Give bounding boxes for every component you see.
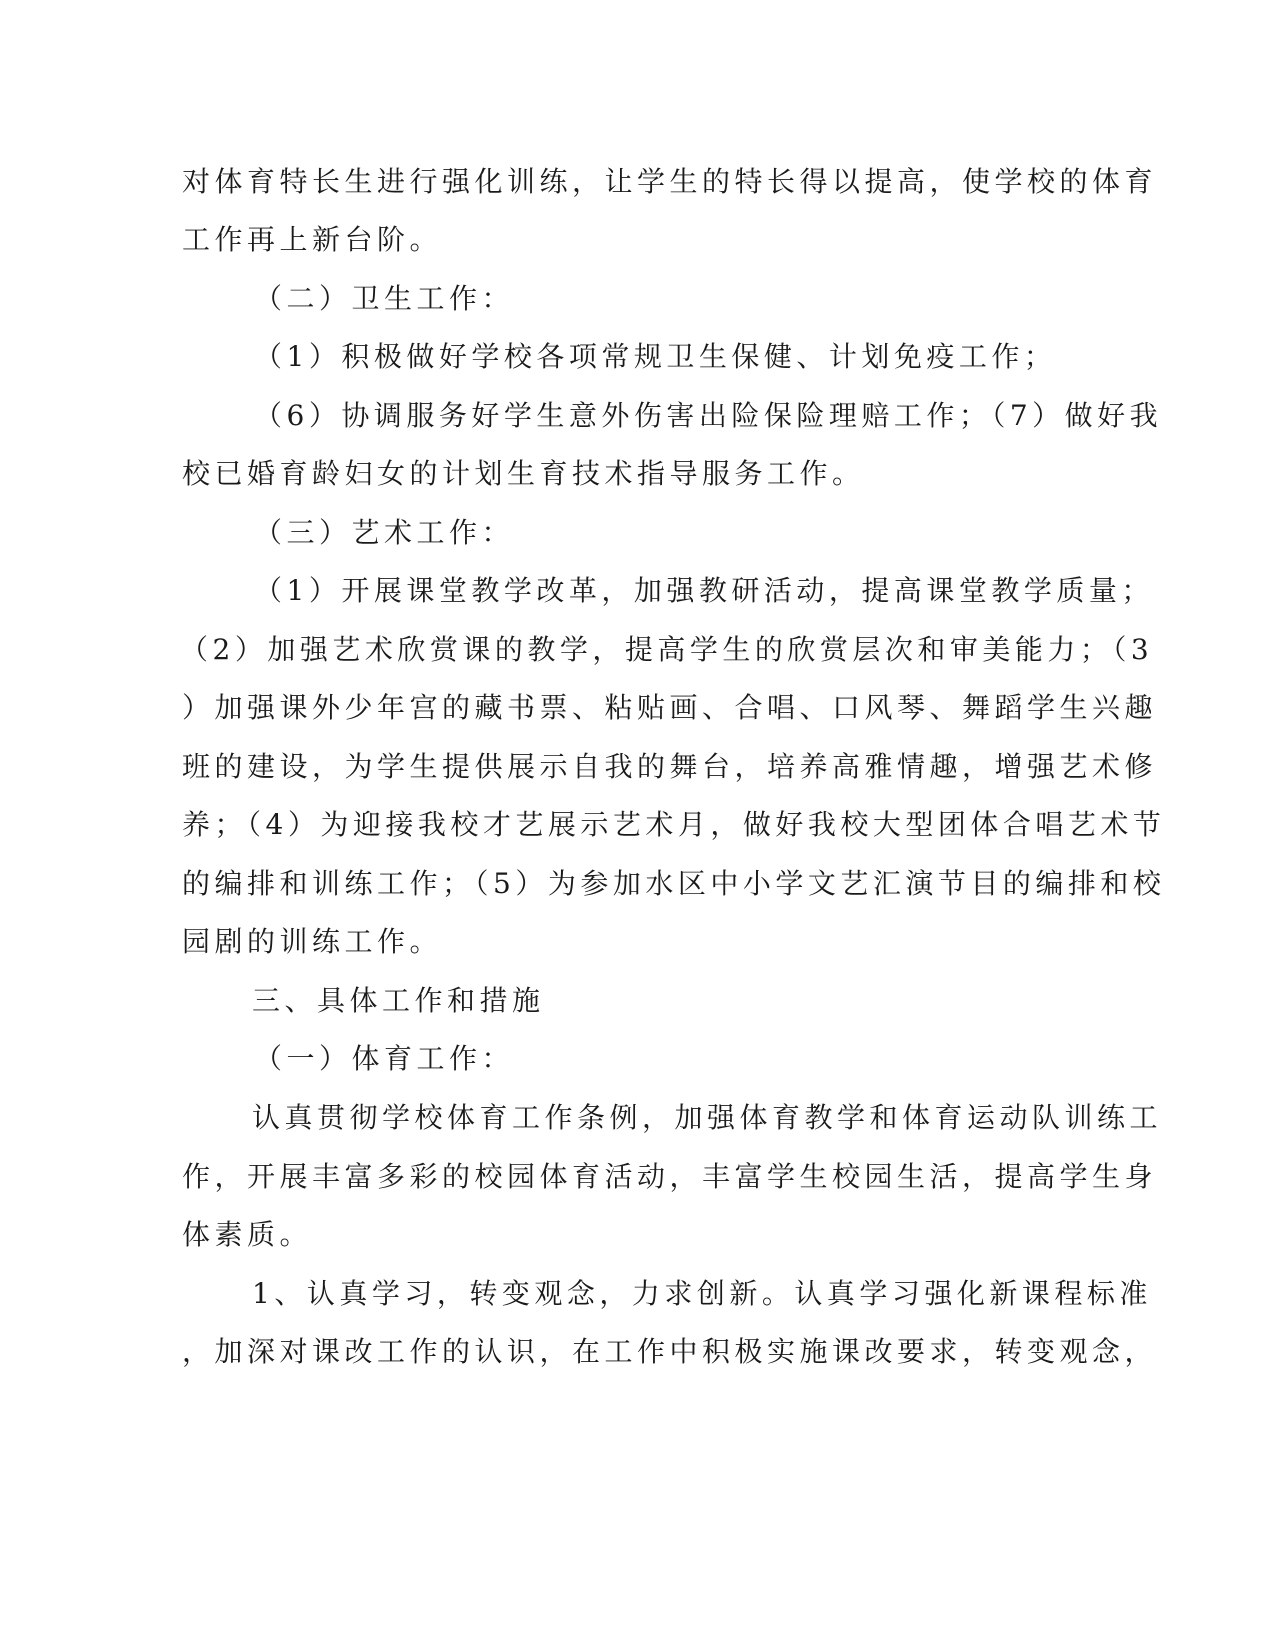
section-heading: 三、具体工作和措施 (252, 984, 545, 1017)
text-line: 校已婚育龄妇女的计划生育技术指导服务工作。 (182, 457, 865, 490)
text-line: 班的建设，为学生提供展示自我的舞台，培养高雅情趣，增强艺术修 (182, 750, 1158, 783)
text-line: （6）协调服务好学生意外伤害出险保险理赔工作；（7）做好我 (254, 399, 1163, 432)
text-line: （1）开展课堂教学改革，加强教研活动，提高课堂教学质量； (254, 574, 1154, 607)
text-line: 体素质。 (182, 1218, 313, 1251)
text-line: （2）加强艺术欣赏课的教学，提高学生的欣赏层次和审美能力；（3 (180, 633, 1154, 666)
text-line: 园剧的训练工作。 (182, 925, 443, 958)
text-line: ，加深对课改工作的认识，在工作中积极实施课改要求，转变观念， (182, 1335, 1158, 1368)
section-heading: （一）体育工作： (254, 1042, 515, 1075)
text-line: 工作再上新台阶。 (182, 223, 443, 256)
text-line: ）加强课外少年宫的藏书票、粘贴画、合唱、口风琴、舞蹈学生兴趣 (182, 691, 1158, 724)
text-line: 作，开展丰富多彩的校园体育活动，丰富学生校园生活，提高学生身 (182, 1160, 1158, 1193)
section-heading: （二）卫生工作： (254, 282, 515, 315)
text-line: 对体育特长生进行强化训练，让学生的特长得以提高，使学校的体育 (182, 165, 1158, 198)
text-line: 养；（4）为迎接我校才艺展示艺术月，做好我校大型团体合唱艺术节 (182, 808, 1166, 841)
text-line: 的编排和训练工作；（5）为参加水区中小学文艺汇演节目的编排和校 (182, 867, 1166, 900)
section-heading: （三）艺术工作： (254, 516, 515, 549)
text-line: （1）积极做好学校各项常规卫生保健、计划免疫工作； (254, 340, 1057, 373)
text-line: 1、认真学习，转变观念，力求创新。认真学习强化新课程标准 (252, 1277, 1152, 1310)
text-line: 认真贯彻学校体育工作条例，加强体育教学和体育运动队训练工 (252, 1101, 1163, 1134)
